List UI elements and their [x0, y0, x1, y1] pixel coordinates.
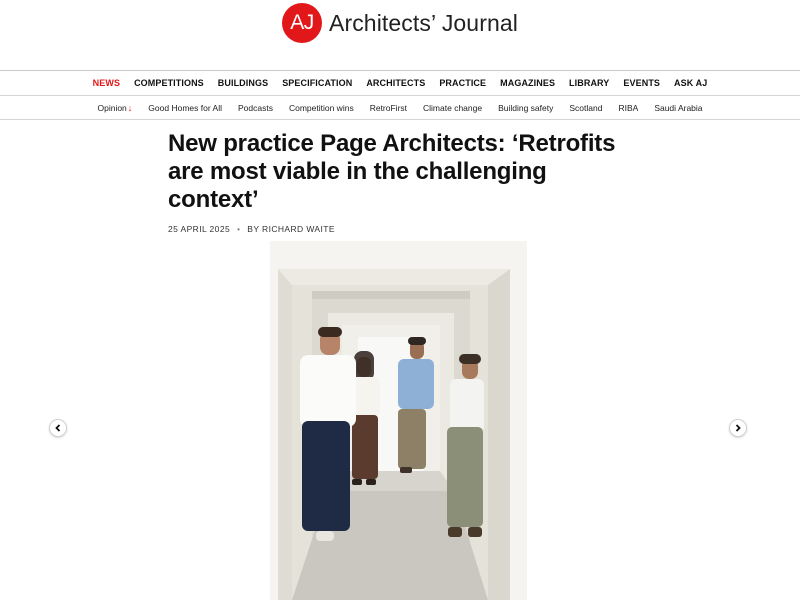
- nav-riba[interactable]: RIBA: [618, 102, 639, 113]
- nav-buildings[interactable]: BUILDINGS: [217, 78, 269, 88]
- nav-ask-aj[interactable]: ASK AJ: [674, 78, 708, 88]
- chevron-left-icon: [54, 424, 62, 432]
- aj-logo-badge: AJ: [282, 3, 322, 43]
- article-headline: New practice Page Architects: ‘Retrofits are most viable in the challenging context’: [168, 130, 616, 213]
- primary-nav: [0, 70, 800, 96]
- secondary-nav: [0, 96, 800, 120]
- nav-climate-change[interactable]: Climate change: [423, 102, 483, 113]
- nav-competitions[interactable]: COMPETITIONS: [134, 78, 204, 88]
- nav-good-homes[interactable]: Good Homes for All: [148, 102, 222, 113]
- nav-news[interactable]: NEWS: [92, 78, 121, 88]
- nav-building-safety[interactable]: Building safety: [498, 102, 554, 113]
- nav-architects[interactable]: ARCHITECTS: [366, 78, 426, 88]
- site-title: Architects’ Journal: [329, 9, 518, 36]
- article-meta: [168, 224, 335, 234]
- nav-specification[interactable]: SPECIFICATION: [282, 78, 353, 88]
- article-hero-image[interactable]: [270, 241, 527, 600]
- carousel-prev-button[interactable]: [49, 419, 67, 437]
- site-logo[interactable]: [282, 3, 518, 43]
- chevron-right-icon: [734, 424, 742, 432]
- nav-magazines[interactable]: MAGAZINES: [500, 78, 556, 88]
- nav-opinion-label: Opinion: [97, 102, 127, 113]
- team-photo-illustration: [270, 241, 527, 600]
- nav-practice[interactable]: PRACTICE: [439, 78, 487, 88]
- article-author[interactable]: BY RICHARD WAITE: [247, 224, 335, 234]
- arrow-down-icon: ↓: [127, 102, 133, 113]
- nav-competition-wins[interactable]: Competition wins: [288, 102, 354, 113]
- nav-library[interactable]: LIBRARY: [569, 78, 610, 88]
- nav-scotland[interactable]: Scotland: [569, 102, 603, 113]
- nav-events[interactable]: EVENTS: [623, 78, 661, 88]
- nav-opinion[interactable]: [97, 103, 132, 113]
- separator-dot: •: [237, 224, 241, 234]
- nav-podcasts[interactable]: Podcasts: [238, 102, 273, 113]
- nav-retrofirst[interactable]: RetroFirst: [369, 102, 408, 113]
- carousel-next-button[interactable]: [729, 419, 747, 437]
- nav-saudi-arabia[interactable]: Saudi Arabia: [654, 102, 703, 113]
- article-date: 25 APRIL 2025: [168, 224, 231, 234]
- masthead: [0, 0, 800, 70]
